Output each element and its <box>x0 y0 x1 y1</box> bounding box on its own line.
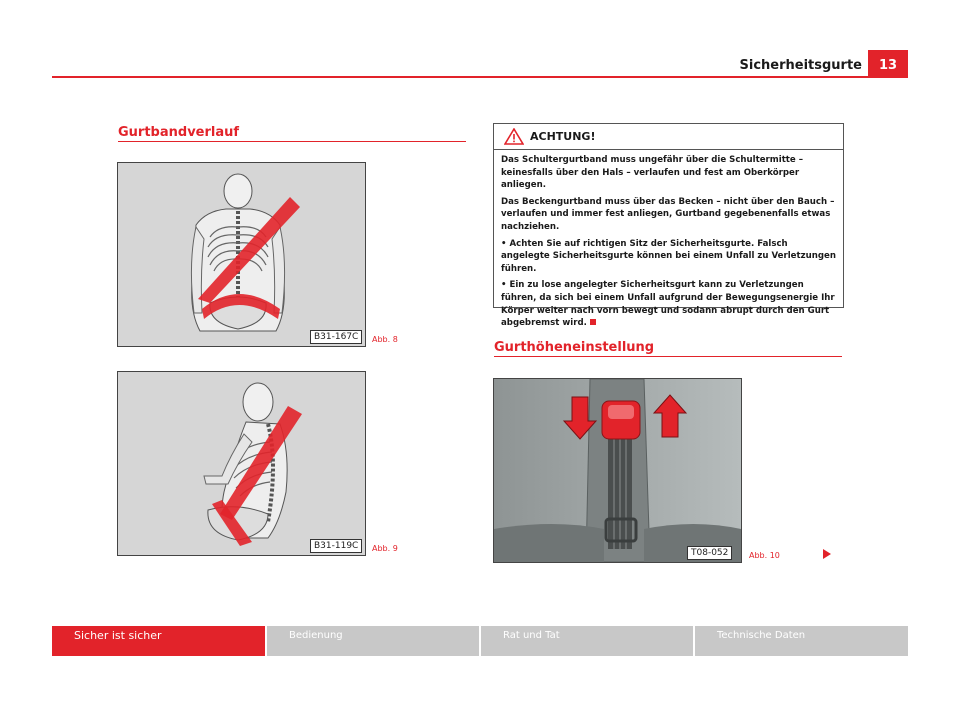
warning-triangle-icon <box>504 128 524 145</box>
warning-body <box>501 154 837 330</box>
section-rule <box>118 141 466 142</box>
figure-code-label: T08-052 <box>687 546 732 560</box>
page-number: 13 <box>868 50 908 78</box>
tab-bedienung[interactable]: Bedienung <box>267 626 479 656</box>
warning-paragraph: • Ein zu lose angelegter Sicherheitsgurt kann zu Verletzungen führen, da sich bei einem Unfall aufgrund der Bewegungsenergie Ihr Körper weiter nach vorn bewegt und sodann abrupt durch den Gurt abgebremst wird. <box>501 280 835 329</box>
warning-box <box>493 123 844 329</box>
tab-rat-und-tat[interactable]: Rat und Tat <box>481 626 693 656</box>
header-rule <box>52 76 908 78</box>
height-adjuster-illustration <box>494 379 741 562</box>
warning-paragraph: Das Schultergurtband muss ungefähr über die Schultermitte – keinesfalls über den Hals – verlaufen und fest am Oberkörper anliegen. <box>501 155 804 191</box>
warning-paragraph: • Achten Sie auf richtigen Sitz der Sicherheitsgurte. Falsch angelegte Sicherheitsgurte können bei einem Unfall zu Verletzungen führen. <box>501 238 836 274</box>
skeleton-side-illustration <box>118 372 365 555</box>
warning-title: ACHTUNG! <box>530 130 596 143</box>
section-rule <box>494 356 842 357</box>
figure-belt-height-adjuster <box>493 378 742 563</box>
figure-caption: Abb. 9 <box>372 544 398 553</box>
figure-belt-side-view <box>117 371 366 556</box>
next-page-arrow-icon[interactable] <box>822 548 832 560</box>
footer-navigation <box>52 626 908 656</box>
warning-header <box>494 124 843 150</box>
figure-belt-front-view <box>117 162 366 347</box>
end-marker-icon <box>590 319 596 325</box>
warning-paragraph-last <box>501 279 837 329</box>
figure-code-label: B31-119C <box>310 539 362 553</box>
section-title-gurthoeheneinstellung: Gurthöheneinstellung <box>494 340 655 355</box>
tab-technische-daten[interactable]: Technische Daten <box>695 626 908 656</box>
figure-caption: Abb. 8 <box>372 335 398 344</box>
figure-code-label: B31-167C <box>310 330 362 344</box>
tab-sicher-ist-sicher[interactable]: Sicher ist sicher <box>52 626 265 656</box>
figure-caption: Abb. 10 <box>749 551 780 560</box>
section-title-gurtbandverlauf: Gurtbandverlauf <box>118 125 240 140</box>
chapter-title: Sicherheitsgurte <box>739 58 862 73</box>
skeleton-front-illustration <box>118 163 365 346</box>
warning-paragraph: Das Beckengurtband muss über das Becken – nicht über den Bauch – verlaufen und immer fest anliegen, Gurtband gegebenenfalls etwas nachziehen. <box>501 196 835 232</box>
